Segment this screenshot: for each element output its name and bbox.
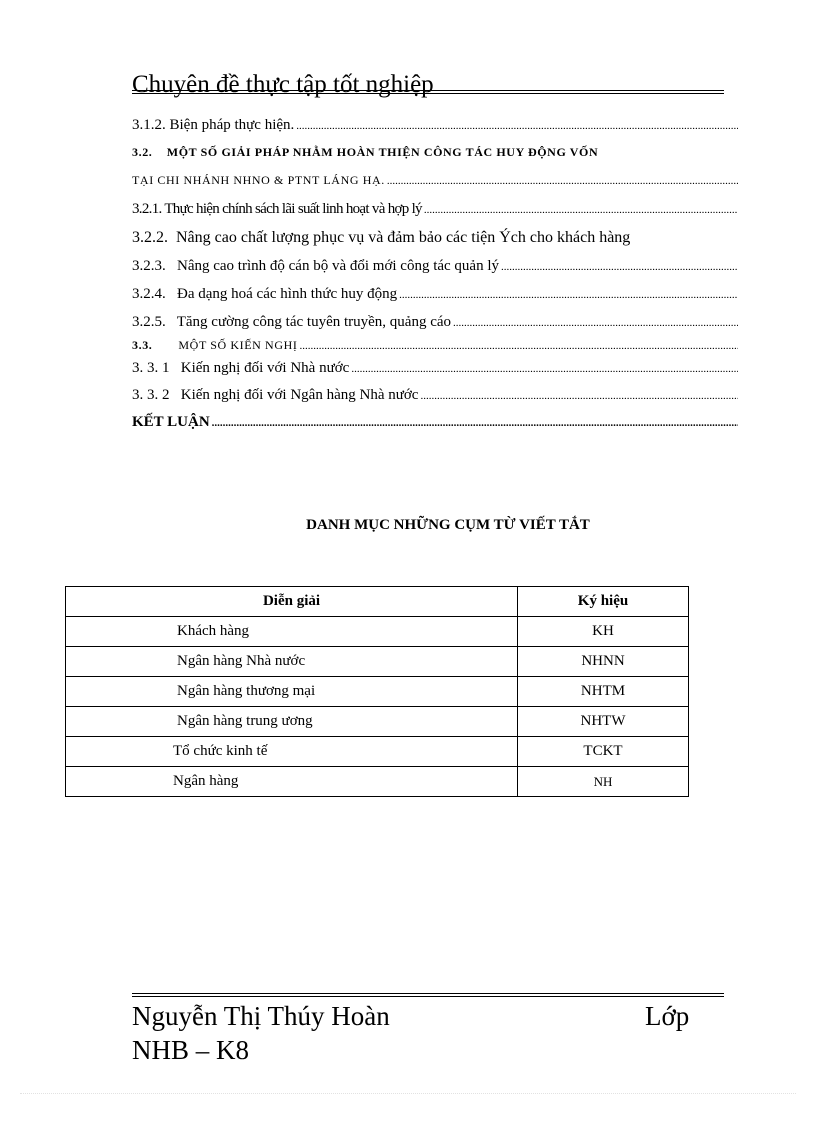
description-cell: Ngân hàng Nhà nước — [66, 647, 518, 677]
symbol-cell: NH — [518, 767, 689, 797]
footer-rule-double — [132, 996, 724, 997]
toc-entry-3-2-3[interactable] — [132, 258, 738, 275]
toc-entry-text: 3. 3. 2 Kiến nghị đối với Ngân hàng Nhà nước — [132, 387, 419, 403]
toc-entry-3-2-heading-cont[interactable] — [132, 172, 738, 189]
footer-rule — [132, 993, 724, 994]
toc-entry-3-3[interactable] — [132, 337, 738, 354]
table-row — [66, 647, 689, 677]
table-row — [66, 677, 689, 707]
toc-entry-text: 3.2. MỘT SỐ GIẢI PHÁP NHẰM HOÀN THIỆN CÔNG TÁC HUY ĐỘNG VỐN — [132, 145, 599, 159]
description-cell: Khách hàng — [66, 617, 518, 647]
toc-entry-3-2-2[interactable] — [132, 229, 738, 247]
toc-leader — [453, 314, 738, 331]
toc-leader — [501, 258, 738, 275]
toc-entry-text: 3.2.1. Thực hiện chính sách lãi suất linh hoạt và hợp lý — [132, 201, 422, 217]
symbol-cell: NHNN — [518, 647, 689, 677]
toc-leader — [387, 172, 738, 189]
description-cell: Ngân hàng — [66, 767, 518, 797]
toc-entry-3-3-2[interactable] — [132, 387, 738, 404]
table-row — [66, 737, 689, 767]
author-name: Nguyễn Thị Thúy Hoàn — [132, 1001, 390, 1031]
toc-leader — [212, 414, 738, 431]
symbol-cell: TCKT — [518, 737, 689, 767]
column-header-description: Diễn giải — [66, 587, 518, 617]
toc-entry-3-2-heading[interactable] — [132, 145, 738, 160]
symbol-cell: NHTM — [518, 677, 689, 707]
abbreviations-title: DANH MỤC NHỮNG CỤM TỪ VIẾT TẮT — [306, 517, 590, 533]
toc-entry-3-2-4[interactable] — [132, 286, 738, 303]
class-label: Lớp — [645, 1001, 690, 1031]
toc-entry-text: KẾT LUẬN — [132, 414, 210, 430]
toc-entry-3-2-5[interactable] — [132, 314, 738, 331]
toc-leader — [424, 201, 738, 218]
toc-leader — [420, 387, 738, 404]
description-cell: Ngân hàng trung ương — [66, 707, 518, 737]
toc-entry-3-2-1[interactable] — [132, 201, 738, 218]
toc-entry-3-3-1[interactable] — [132, 360, 738, 377]
toc-entry-number: 3.3. — [132, 338, 153, 352]
toc-entry-text: 3.2.4. Đa dạng hoá các hình thức huy động — [132, 286, 398, 302]
header-rule-double — [132, 93, 724, 94]
class-code: NHB – K8 — [132, 1035, 250, 1065]
table-header-row — [66, 587, 689, 617]
table-row — [66, 707, 689, 737]
toc-entry-text: 3. 3. 1 Kiến nghị đối với Nhà nước — [132, 360, 350, 376]
toc-leader — [399, 286, 738, 303]
table-row — [66, 617, 689, 647]
toc-entry-conclusion[interactable] — [132, 414, 738, 431]
table-row — [66, 767, 689, 797]
header-rule — [132, 90, 724, 91]
toc-entry-text: 3.2.3. Nâng cao trình độ cán bộ và đổi mới công tác quản lý — [132, 258, 500, 274]
page-boundary — [20, 1093, 796, 1094]
toc-entry-3-1-2[interactable] — [132, 117, 738, 134]
toc-leader — [299, 337, 738, 354]
toc-entry-text: 3.2.2. Nâng cao chất lượng phục vụ và đảm bảo các tiện Ých cho khách hàng — [132, 229, 631, 246]
column-header-symbol: Ký hiệu — [518, 587, 689, 617]
symbol-cell: NHTW — [518, 707, 689, 737]
toc-entry-text: TẠI CHI NHÁNH NHNO & PTNT LÁNG HẠ. — [132, 173, 385, 187]
toc-entry-text: 3.1.2. Biện pháp thực hiện. — [132, 117, 295, 133]
toc-entry-text: MỘT SỐ KIẾN NGHỊ — [178, 338, 298, 352]
abbreviations-table — [65, 586, 689, 797]
symbol-cell: KH — [518, 617, 689, 647]
header-title: Chuyên đề thực tập tốt nghiệp — [132, 71, 434, 98]
toc-entry-text: 3.2.5. Tăng cường công tác tuyên truyền, quảng cáo — [132, 314, 452, 330]
description-cell: Ngân hàng thương mại — [66, 677, 518, 707]
description-cell: Tổ chức kinh tế — [66, 737, 518, 767]
toc-leader — [296, 117, 738, 134]
toc-leader — [351, 360, 738, 377]
